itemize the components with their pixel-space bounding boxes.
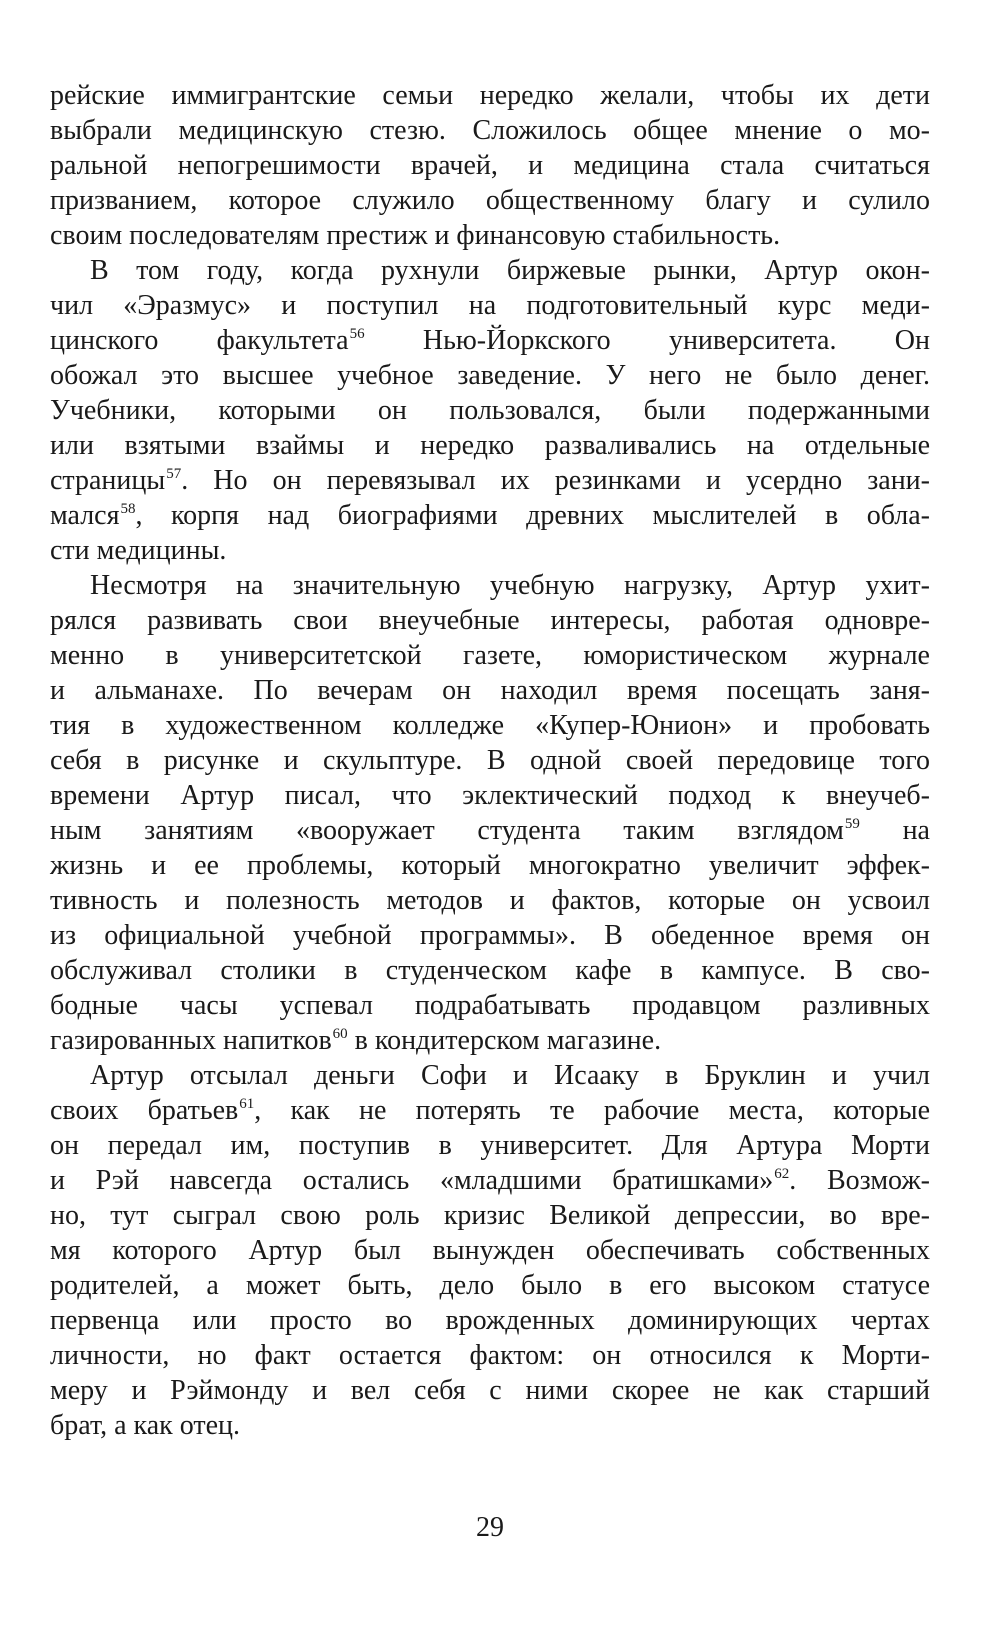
line-text: призванием, которое служило общественному благу и сулило [50, 185, 930, 216]
text-line [50, 148, 930, 184]
text-line [50, 1058, 930, 1094]
line-text: чил «Эразмус» и поступил на подготовительный курс меди- [50, 290, 930, 321]
line-text: страницы [50, 465, 166, 496]
text-line [50, 813, 930, 849]
footnote-marker[interactable]: 60 [332, 1026, 348, 1042]
line-text: из официальной учебной программы». В обеденное время он [50, 920, 930, 951]
text-line [50, 953, 930, 989]
text-line [50, 463, 930, 499]
text-line [50, 1233, 930, 1269]
line-text: ным занятиям «вооружает студента таким взглядом [50, 815, 844, 846]
footnote-marker[interactable]: 59 [844, 816, 860, 832]
text-line [50, 1093, 930, 1129]
line-text: тия в художественном колледже «Купер-Юнион» и пробовать [50, 710, 930, 741]
line-text: брат, а как отец. [50, 1410, 240, 1441]
line-text: своих братьев [50, 1095, 239, 1126]
line-text: на [859, 815, 930, 846]
line-text: Артур отсылал деньги Софи и Исааку в Бруклин и учил [90, 1060, 930, 1091]
line-text: себя в рисунке и скульптуре. В одной своей передовице того [50, 745, 930, 776]
line-text: мался [50, 500, 120, 531]
line-text: . Но он перевязывал их резинками и усердно зани- [181, 465, 930, 496]
text-line [50, 988, 930, 1024]
line-text: газированных напитков [50, 1025, 332, 1056]
line-text: менно в университетской газете, юмористическом журнале [50, 640, 930, 671]
line-text: Нью-Йоркского университета. Он [364, 325, 930, 356]
line-text: обожал это высшее учебное заведение. У него не было денег. [50, 360, 930, 391]
text-line [50, 708, 930, 744]
text-line [50, 533, 930, 569]
line-text: обслуживал столики в студенческом кафе в кампусе. В сво- [50, 955, 930, 986]
text-line [50, 323, 930, 359]
line-text: , корпя над биографиями древних мыслителей в обла- [135, 500, 930, 531]
book-page [50, 0, 930, 1634]
line-text: и Рэй навсегда остались «младшими братишками» [50, 1165, 774, 1196]
text-line [50, 743, 930, 779]
line-text: или взятыми взаймы и нередко разваливались на отдельные [50, 430, 930, 461]
line-text: Учебники, которыми он пользовался, были подержанными [50, 395, 930, 426]
line-text: первенца или просто во врожденных доминирующих чертах [50, 1305, 930, 1336]
text-line [50, 288, 930, 324]
text-line [50, 1128, 930, 1164]
line-text: в кондитерском магазине. [347, 1025, 662, 1056]
text-line [50, 568, 930, 604]
line-text: выбрали медицинскую стезю. Сложилось общее мнение о мо- [50, 115, 930, 146]
line-text: ральной непогрешимости врачей, и медицина стала считаться [50, 150, 930, 181]
footnote-marker[interactable]: 57 [166, 466, 182, 482]
line-text: жизнь и ее проблемы, который многократно увеличит эффек- [50, 850, 930, 881]
text-line [50, 1163, 930, 1199]
footnote-marker[interactable]: 62 [774, 1166, 790, 1182]
text-line [50, 638, 930, 674]
line-text: . Возмож- [789, 1165, 931, 1196]
line-text: сти медицины. [50, 535, 227, 566]
line-text: бодные часы успевал подрабатывать продавцом разливных [50, 990, 930, 1021]
text-line [50, 1023, 930, 1059]
text-line [50, 848, 930, 884]
text-line [50, 603, 930, 639]
text-line [50, 778, 930, 814]
line-text: В том году, когда рухнули биржевые рынки, Артур окон- [90, 255, 930, 286]
line-text: рялся развивать свои внеучебные интересы, работая одновре- [50, 605, 930, 636]
text-line [50, 253, 930, 289]
line-text: цинского факультета [50, 325, 349, 356]
line-text: и альманахе. По вечерам он находил время посещать заня- [50, 675, 930, 706]
line-text: родителей, а может быть, дело было в его высоком статусе [50, 1270, 930, 1301]
text-line [50, 183, 930, 219]
line-text: времени Артур писал, что эклектический подход к внеучеб- [50, 780, 930, 811]
text-line [50, 1303, 930, 1339]
line-text: мя которого Артур был вынужден обеспечивать собственных [50, 1235, 930, 1266]
text-line [50, 1338, 930, 1374]
text-line [50, 358, 930, 394]
text-line [50, 78, 930, 114]
footnote-marker[interactable]: 56 [349, 326, 365, 342]
text-line [50, 1268, 930, 1304]
footnote-marker[interactable]: 58 [120, 501, 136, 517]
text-line [50, 918, 930, 954]
text-line [50, 1198, 930, 1234]
line-text: Несмотря на значительную учебную нагрузку, Артур ухит- [90, 570, 930, 601]
line-text: рейские иммигрантские семьи нередко желали, чтобы их дети [50, 80, 930, 111]
text-line [50, 1373, 930, 1409]
text-line [50, 428, 930, 464]
line-text: личности, но факт остается фактом: он относился к Морти- [50, 1340, 930, 1371]
text-line [50, 113, 930, 149]
page-number: 29 [476, 1512, 504, 1543]
text-line [50, 393, 930, 429]
line-text: , как не потерять те рабочие места, которые [254, 1095, 930, 1126]
line-text: меру и Рэймонду и вел себя с ними скорее не как старший [50, 1375, 930, 1406]
text-line [50, 498, 930, 534]
text-line [50, 673, 930, 709]
line-text: он передал им, поступив в университет. Для Артура Морти [50, 1130, 930, 1161]
text-line [50, 218, 930, 254]
line-text: своим последователям престиж и финансовую стабильность. [50, 220, 781, 251]
line-text: но, тут сыграл свою роль кризис Великой депрессии, во вре- [50, 1200, 930, 1231]
line-text: тивность и полезность методов и фактов, которые он усвоил [50, 885, 930, 916]
footnote-marker[interactable]: 61 [239, 1096, 255, 1112]
text-line [50, 1408, 930, 1444]
text-line [50, 883, 930, 919]
